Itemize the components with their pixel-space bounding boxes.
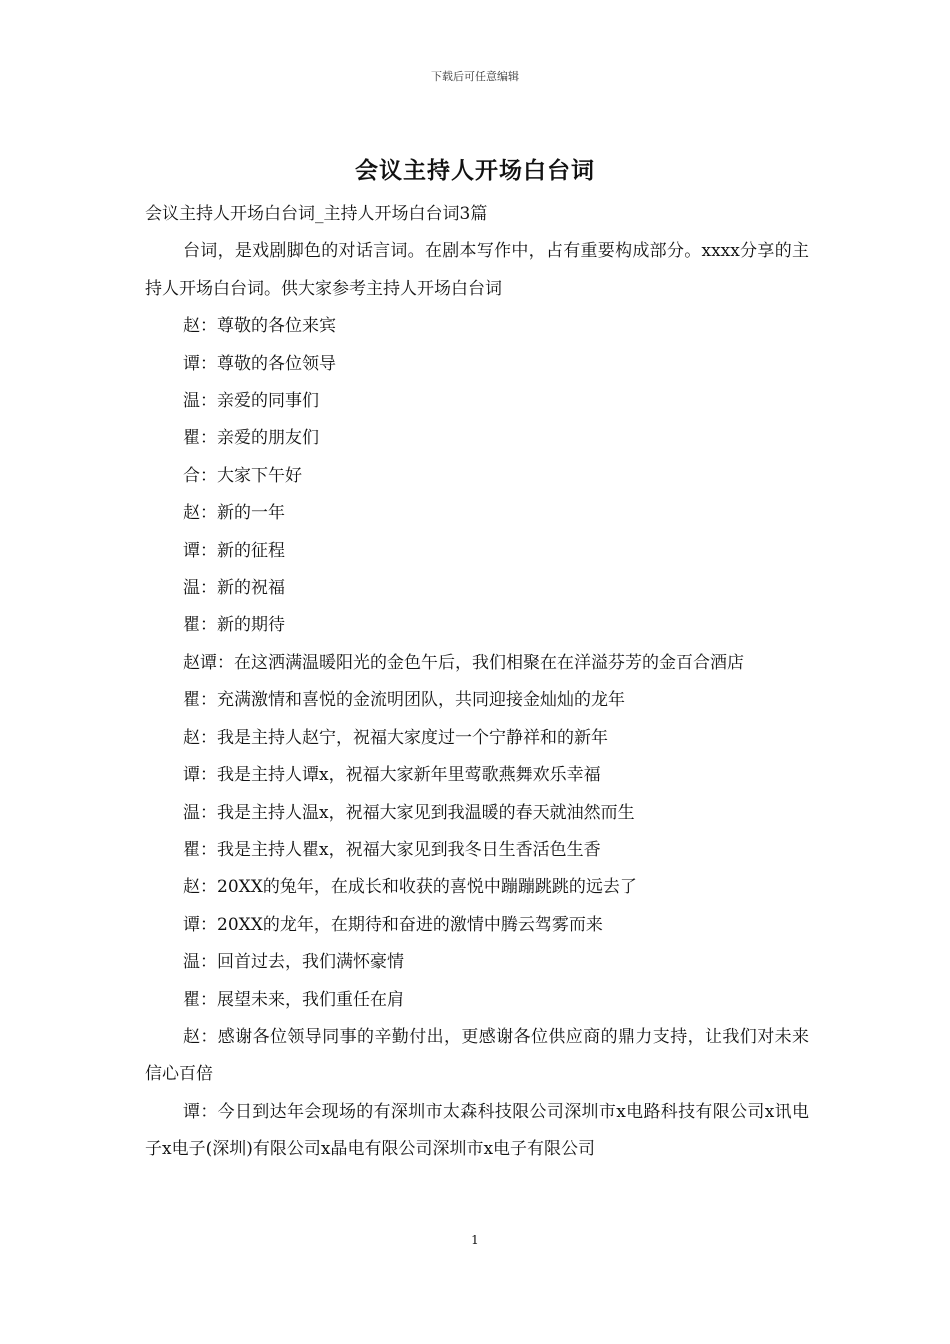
dialogue-line: 温：我是主持人温x，祝福大家见到我温暖的春天就油然而生 [183, 802, 635, 823]
document-title: 会议主持人开场白台词 [355, 157, 595, 184]
page-header: 下载后可任意编辑 [431, 70, 519, 83]
dialogue-line: 谭：新的征程 [183, 540, 285, 561]
dialogue-line: 谭：尊敬的各位领导 [183, 353, 336, 374]
dialogue-line: 谭：20XX的龙年，在期待和奋进的激情中腾云驾雾而来 [183, 914, 603, 935]
intro-paragraph: 台词，是戏剧脚色的对话言词。在剧本写作中，占有重要构成部分。xxxx分享的主持人开场白台词。供大家参考主持人开场白台词 [145, 241, 809, 299]
dialogue-line: 瞿：充满激情和喜悦的金流明团队，共同迎接金灿灿的龙年 [183, 690, 625, 711]
dialogue-line: 谭：今日到达年会现场的有深圳市太森科技限公司深圳市x电路科技有限公司x讯电子x电子(深圳)有限公司x晶电有限公司深圳市x电子有限公司 [145, 1101, 809, 1160]
dialogue-line: 赵：尊敬的各位来宾 [183, 316, 336, 337]
dialogue-line: 合：大家下午好 [183, 465, 302, 486]
document-body [145, 196, 809, 1169]
page-number: 1 [471, 1233, 479, 1247]
document-subtitle: 会议主持人开场白台词_主持人开场白台词3篇 [145, 204, 488, 224]
dialogue-line: 瞿：亲爱的朋友们 [183, 428, 319, 449]
dialogue-line: 温：回首过去，我们满怀豪情 [183, 952, 404, 973]
dialogue-line: 谭：我是主持人谭x，祝福大家新年里莺歌燕舞欢乐幸福 [183, 765, 601, 786]
dialogue-line: 瞿：我是主持人瞿x，祝福大家见到我冬日生香活色生香 [183, 839, 601, 860]
dialogue-line: 赵：感谢各位领导同事的辛勤付出，更感谢各位供应商的鼎力支持，让我们对未来信心百倍 [145, 1026, 809, 1085]
dialogue-line: 赵：新的一年 [183, 503, 285, 524]
dialogue-line: 赵：我是主持人赵宁，祝福大家度过一个宁静祥和的新年 [183, 727, 608, 748]
dialogue-line: 瞿：展望未来，我们重任在肩 [183, 989, 404, 1010]
dialogue-line: 温：新的祝福 [183, 578, 285, 599]
dialogue-line: 瞿：新的期待 [183, 615, 285, 636]
dialogue-line: 温：亲爱的同事们 [183, 391, 319, 412]
dialogue-line: 赵：20XX的兔年，在成长和收获的喜悦中蹦蹦跳跳的远去了 [183, 877, 637, 898]
dialogue-line: 赵谭：在这洒满温暖阳光的金色午后，我们相聚在在洋溢芬芳的金百合酒店 [183, 652, 744, 673]
